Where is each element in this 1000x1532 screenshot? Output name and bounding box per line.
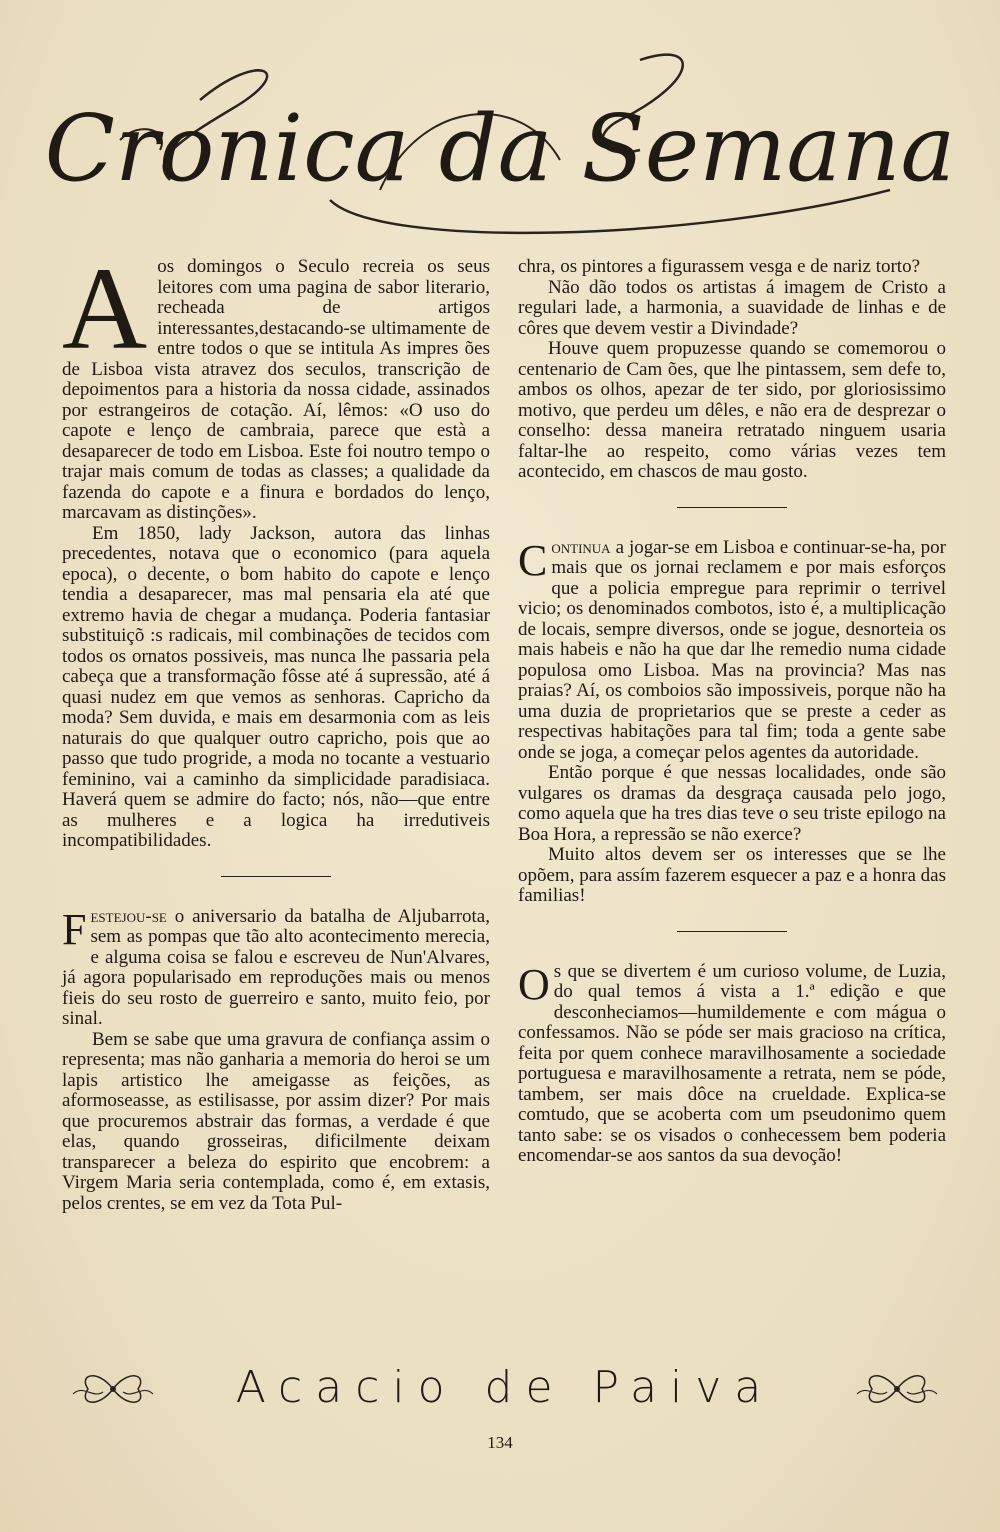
- paragraph: chra, os pintores a figurassem vesga e de nariz torto?: [518, 256, 921, 277]
- page-number: 134: [487, 1433, 513, 1452]
- paragraph: [518, 959, 946, 1167]
- paragraph: Em 1850, lady Jackson, autora das linhas precedentes, notava que o economico (para aquela epoca), o decente, o bom habito do capote e lenço tendia a desaparecer, mas mal pensaria ela até que extremo havia de chegar a mudança. Poderia fantasiar substituiçõ :s radicais, mil combinações de tecidos com todos os ornatos possiveis, mas nunca lhe passaria pela cabeça que a transformação fôsse até á supressão, até á quasi nudez em que vemos as senhoras. Capricho da moda? Sem duvida, e mais em desarmonia com as leis naturais do que qualquer outro capricho, pois que ao passo que tudo progride, a moda no tocante a vestuario feminino, vai a caminho da simplicidade paradisiaca. Haverá quem se admire do facto; nós, não—que entre as mulheres e a logica ha irredutiveis incompatibilidades.: [62, 522, 490, 851]
- author-name: Acacio de Paiva: [235, 1362, 775, 1413]
- left-column: [62, 243, 490, 1214]
- section-header: [0, 40, 1000, 255]
- section-divider: [677, 507, 787, 508]
- initial-letter: F: [62, 904, 87, 954]
- paragraph-text: s que se divertem é um curioso volume, de Luzia, do qual temos á vista a 1.ª edição e que desconheciamos—humildemente e com mágua o confessamos. Não se póde ser mais gracioso na crítica, feita por quem conhece maravilhosamente a sociedade portuguesa e maravilhosamente a retrata, nem se póde, tambem, ser mais dôce na crueldade. Explica-se comtudo, que se acoberta com um pseudonimo quem tanto sabe: se os visados o conhecessem bem poderia encomendar-se aos santos da sua devoção!: [518, 960, 946, 1166]
- paragraph: [518, 535, 946, 764]
- paragraph: Não dão todos os artistas á imagem de Cristo a regulari lade, a harmonia, a suavidade de linhas e de côres que devem vestir a Divindade?: [518, 276, 946, 339]
- section-divider: [221, 876, 331, 877]
- paragraph-text: a jogar-se em Lisboa e continuar-se-ha, por mais que os jornai reclamem e por mais esforços que a policia empregue para reprimir o terrivel vicio; os denominados combotos, isto é, a multiplicação de locais, sempre diversos, onde se jogue, desnorteia os mais habeis e não ha que dar lhe remedio numa cidade populosa omo Lisboa. Mas na provincia? Mas nas praias? Aí, os comboios são impossiveis, porque não ha uma duzia de proprietarios que se preste a ceder as respectivas habitações para tal fim; toda a gente sabe onde se joga, a começar pelos agentes da autoridade.: [518, 536, 946, 763]
- paragraph: Houve quem propuzesse quando se comemorou o centenario de Cam ões, que lhe pintassem, sem defe to, ambos os olhos, apezar de ter sido, por gloriosissimo motivo, que perdeu um dêles, e não era de desprezar o conselho: dessa maneira retratado ninguem usaria faltar-lhe ao respeito, como várias vezes tem acontecido, em chascos de mau gosto.: [518, 338, 946, 482]
- initial-letter: C: [518, 535, 548, 585]
- header-flourish: [0, 40, 1000, 255]
- right-column: [518, 257, 946, 1167]
- paragraph: Então porque é que nessas localidades, onde são vulgares os dramas da desgraça causada pelo jogo, como aquela que ha tres dias teve o seu triste epilogo na Boa Hora, a repressão se não exerce?: [518, 762, 946, 845]
- paragraph-text: os domingos o Seculo recreia os seus leitores com uma pagina de sabor literario, recheada de artigos interessantes,destacando-se ultimamente de entre todos o que se intitula As impres ões de Lisboa vista atravez dos seculos, transcrição de depoimentos para a historia da nossa cidade, assinados por estrangeiros de cotação. Aí, lêmos: «O uso do capote e lenço de cambraia, parece que està a desaparecer de todo em Lisboa. Este foi noutro tempo o trajar mais comum de todas as classes; a qualidade da fazenda do capote e a finura e bordados do lenço, marcavam as distinções».: [62, 256, 490, 523]
- paragraph: Bem se sabe que uma gravura de confiança assim o representa; mas não ganharia a memoria do heroi se um lapis artistico lhe ameigasse as feições, as aformoseasse, as estilisasse, por assim dizer? Por mais que procuremos abstrair das formas, a verdade é que elas, quando grosseiras, dificilmente deixam transparecer a beleza do espirito que encobrem: a Virgem Maria seria contemplada, como é, em extasis, pelos crentes, se em vez da Tota Pul-: [62, 1028, 490, 1214]
- initial-letter: O: [518, 959, 550, 1009]
- lead-in: estejou-se: [90, 905, 167, 927]
- drop-cap: A: [62, 243, 148, 374]
- section-title: Cronica da Semana: [44, 95, 956, 202]
- paragraph: [62, 904, 490, 1030]
- flower-ornament-icon: [852, 1364, 942, 1414]
- flower-ornament-icon: [68, 1364, 158, 1414]
- paragraph-text: o aniversario da batalha de Aljubarrota, sem as pompas que tão alto acontecimento merecia, e alguma coisa se falou e escreveu de Nun'Alvares, já agora popularisado em reproduções mais ou menos fieis do seu rosto de guerreiro e santo, muito feio, por sinal.: [62, 905, 490, 1029]
- author-signature: [0, 1352, 1000, 1424]
- paragraph: [62, 243, 490, 524]
- section-divider: [677, 931, 787, 932]
- lead-in: ontinua: [551, 536, 611, 558]
- paragraph: Muito altos devem ser os interesses que se lhe opõem, para assím fazerem esquecer a paz e a honra das familias!: [518, 844, 946, 906]
